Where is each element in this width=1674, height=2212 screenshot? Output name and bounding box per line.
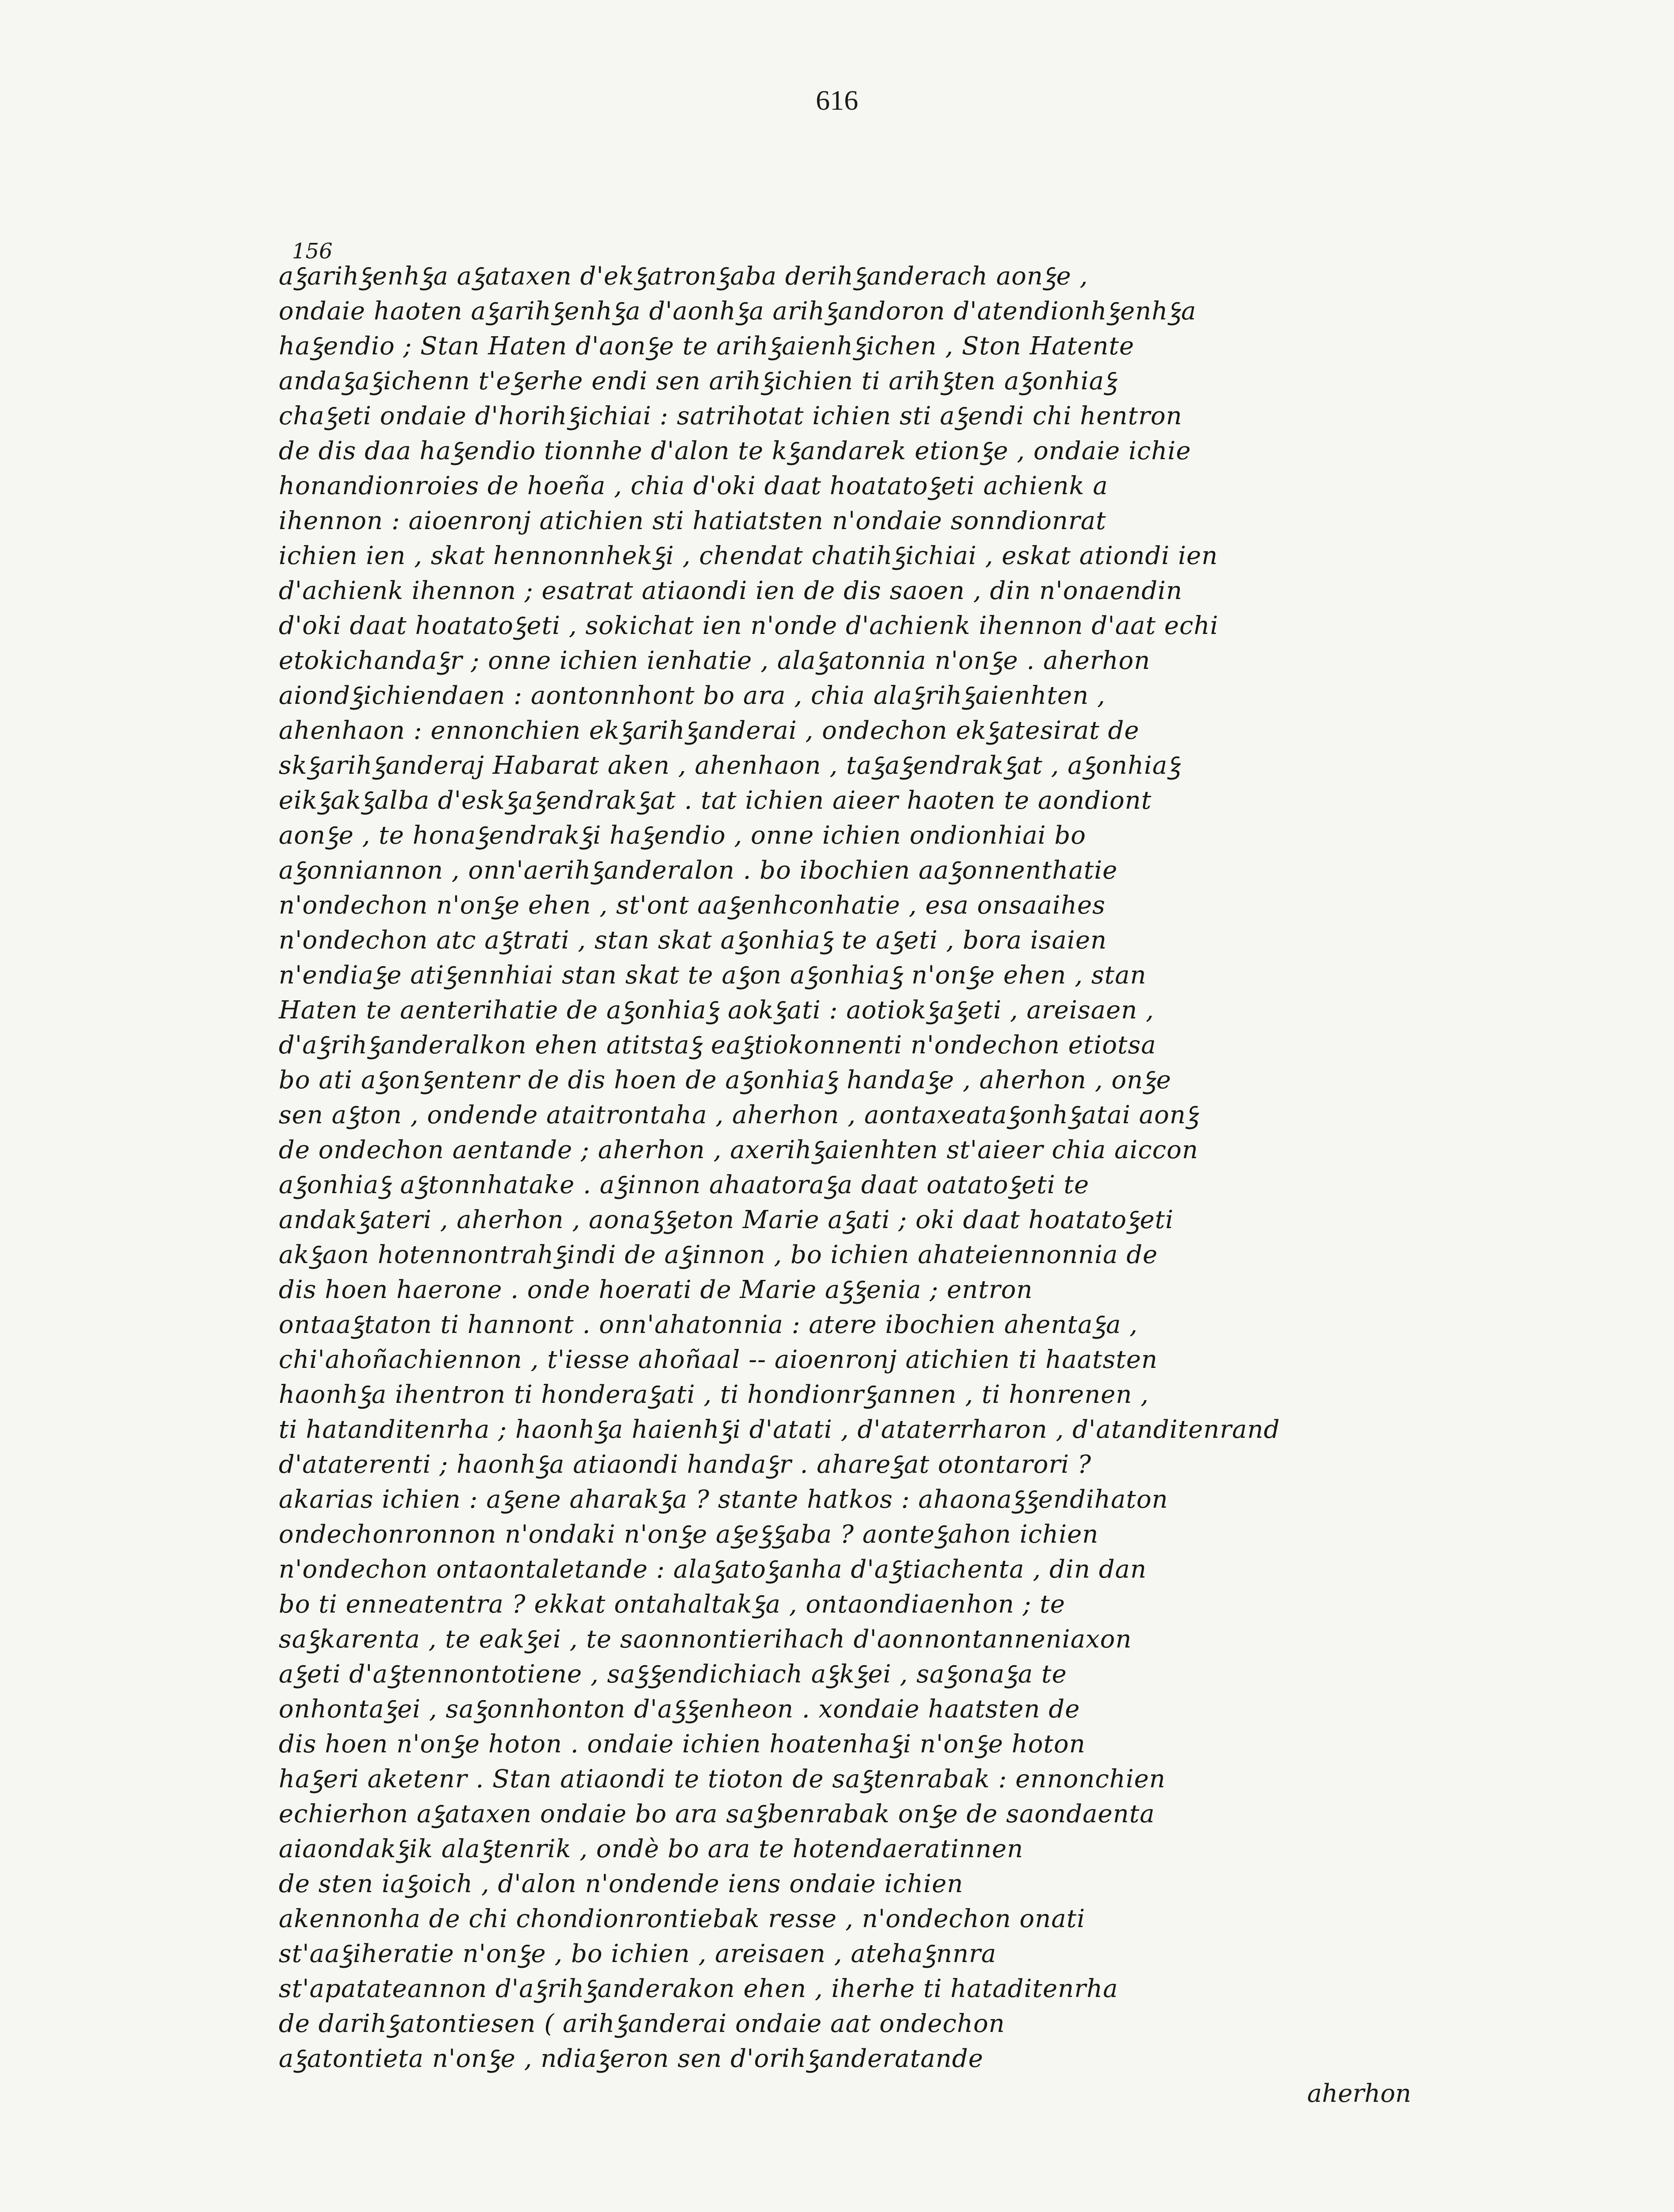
folio-number: 156 xyxy=(292,239,333,264)
manuscript-line: haꝣendio ; Stan Haten d'aonꝣe te arihꝣaienhꝣichen , Ston Hatente xyxy=(279,332,1135,361)
manuscript-line: bo ati aꝣonꝣentenr de dis hoen de aꝣonhiaꝣ handaꝣe , aherhon , onꝣe xyxy=(279,1066,1171,1094)
manuscript-line: d'achienk ihennon ; esatrat atiaondi ien de dis saoen , din n'onaendin xyxy=(279,576,1183,605)
manuscript-line: haꝣeri aketenr . Stan atiaondi te tioton de saꝣtenrabak : ennonchien xyxy=(279,1765,1166,1793)
manuscript-line: andaꝣaꝣichenn t'eꝣerhe endi sen arihꝣichien ti arihꝣten aꝣonhiaꝣ xyxy=(279,367,1117,396)
manuscript-line: ihennon : aioenronj atichien sti hatiatsten n'ondaie sonndionrat xyxy=(279,507,1106,535)
manuscript-line: ontaaꝣtaton ti hannont . onn'ahatonnia : atere ibochien ahentaꝣa , xyxy=(279,1310,1138,1339)
manuscript-line: n'ondechon atc aꝣtrati , stan skat aꝣonhiaꝣ te aꝣeti , bora isaien xyxy=(279,926,1107,955)
manuscript-line: d'aꝣrihꝣanderalkon ehen atitstaꝣ eaꝣtiokonnenti n'ondechon etiotsa xyxy=(279,1031,1156,1060)
manuscript-line: sen aꝣton , ondende ataitrontaha , aherhon , aontaxeataꝣonhꝣatai aonꝣ xyxy=(279,1101,1199,1129)
manuscript-line: d'oki daat hoatatoꝣeti , sokichat ien n'onde d'achienk ihennon d'aat echi xyxy=(279,611,1219,640)
manuscript-line: chaꝣeti ondaie d'horihꝣichiai : satrihotat ichien sti aꝣendi chi hentron xyxy=(279,402,1183,430)
manuscript-line: etokichandaꝣr ; onne ichien ienhatie , alaꝣatonnia n'onꝣe . aherhon xyxy=(279,646,1151,675)
manuscript-line: echierhon aꝣataxen ondaie bo ara saꝣbenrabak onꝣe de saondaenta xyxy=(279,1800,1155,1828)
manuscript-line: akennonha de chi chondionrontiebak resse , n'ondechon onati xyxy=(279,1905,1086,1933)
manuscript-line: ahenhaon : ennonchien ekꝣarihꝣanderai , ondechon ekꝣatesirat de xyxy=(279,716,1140,745)
manuscript-block xyxy=(279,230,1411,2108)
manuscript-line: akarias ichien : aꝣene aharakꝣa ? stante hatkos : ahaonaꝣꝣendihaton xyxy=(279,1485,1168,1514)
manuscript-line: akꝣaon hotennontrahꝣindi de aꝣinnon , bo ichien ahateiennonnia de xyxy=(279,1240,1158,1269)
manuscript-line: aꝣonniannon , onn'aerihꝣanderalon . bo ibochien aaꝣonnenthatie xyxy=(279,856,1118,885)
manuscript-line: de dis daa haꝣendio tionnhe d'alon te kꝣandarek etionꝣe , ondaie ichie xyxy=(279,437,1191,465)
manuscript-line: n'ondechon ontaontaletande : alaꝣatoꝣanha d'aꝣtiachenta , din dan xyxy=(279,1555,1147,1584)
manuscript-line: aꝣonhiaꝣ aꝣtonnhatake . aꝣinnon ahaatoraꝣa daat oatatoꝣeti te xyxy=(279,1171,1090,1199)
manuscript-line: onhontaꝣei , saꝣonnhonton d'aꝣꝣenheon . xondaie haatsten de xyxy=(279,1695,1080,1724)
manuscript-line: dis hoen haerone . onde hoerati de Marie aꝣꝣenia ; entron xyxy=(279,1275,1033,1304)
manuscript-line: n'ondechon n'onꝣe ehen , st'ont aaꝣenhconhatie , esa onsaaihes xyxy=(279,891,1106,920)
catchword: aherhon xyxy=(1307,2079,1411,2108)
manuscript-line: st'apatateannon d'aꝣrihꝣanderakon ehen , iherhe ti hataditenrha xyxy=(279,1974,1118,2003)
manuscript-line: eikꝣakꝣalba d'eskꝣaꝣendrakꝣat . tat ichien aieer haoten te aondiont xyxy=(279,786,1152,815)
manuscript-line: ondechonronnon n'ondaki n'onꝣe aꝣeꝣꝣaba ? aonteꝣahon ichien xyxy=(279,1520,1099,1549)
manuscript-line: skꝣarihꝣanderaj Habarat aken , ahenhaon , taꝣaꝣendrakꝣat , aꝣonhiaꝣ xyxy=(279,751,1181,780)
manuscript-line: aꝣeti d'aꝣtennontotiene , saꝣꝣendichiach aꝣkꝣei , saꝣonaꝣa te xyxy=(279,1660,1067,1689)
manuscript-line: aiondꝣichiendaen : aontonnhont bo ara , chia alaꝣrihꝣaienhten , xyxy=(279,681,1106,710)
page-number: 616 xyxy=(816,84,858,116)
manuscript-line: st'aaꝣiheratie n'onꝣe , bo ichien , areisaen , atehaꝣnnra xyxy=(279,1939,997,1968)
manuscript-line: de sten iaꝣoich , d'alon n'ondende iens ondaie ichien xyxy=(279,1870,964,1898)
manuscript-line: de ondechon aentande ; aherhon , axerihꝣaienhten st'aieer chia aiccon xyxy=(279,1136,1198,1164)
manuscript-line: ondaie haoten aꝣarihꝣenhꝣa d'aonhꝣa arihꝣandoron d'atendionhꝣenhꝣa xyxy=(279,297,1197,326)
manuscript-line: aꝣarihꝣenhꝣa aꝣataxen d'ekꝣatronꝣaba derihꝣanderach aonꝣe , xyxy=(279,262,1088,291)
manuscript-line: andakꝣateri , aherhon , aonaꝣꝣeton Marie aꝣati ; oki daat hoatatoꝣeti xyxy=(279,1206,1174,1234)
manuscript-line: aonꝣe , te honaꝣendrakꝣi haꝣendio , onne ichien ondionhiai bo xyxy=(279,821,1087,850)
manuscript-line: aiaondakꝣik alaꝣtenrik , ondè bo ara te hotendaeratinnen xyxy=(279,1835,1024,1863)
manuscript-line: d'ataterenti ; haonhꝣa atiaondi handaꝣr . ahareꝣat otontarori ? xyxy=(279,1450,1091,1479)
manuscript-line: ti hatanditenrha ; haonhꝣa haienhꝣi d'atati , d'ataterrharon , d'atanditenrand xyxy=(279,1415,1280,1444)
manuscript-line: honandionroies de hoeña , chia d'oki daat hoatatoꝣeti achienk a xyxy=(279,472,1108,500)
manuscript-line: ichien ien , skat hennonnhekꝣi , chendat chatihꝣichiai , eskat ationdi ien xyxy=(279,541,1218,570)
manuscript-line: de darihꝣatontiesen ( arihꝣanderai ondaie aat ondechon xyxy=(279,2009,1005,2038)
manuscript-line: chi'ahoñachiennon , t'iesse ahoñaal -- aioenronj atichien ti haatsten xyxy=(279,1345,1158,1374)
manuscript-line: aꝣatontieta n'onꝣe , ndiaꝣeron sen d'orihꝣanderatande xyxy=(279,2044,984,2073)
manuscript-line: saꝣkarenta , te eakꝣei , te saonnontierihach d'aonnontanneniaxon xyxy=(279,1625,1132,1654)
manuscript-line: n'endiaꝣe atiꝣennhiai stan skat te aꝣon aꝣonhiaꝣ n'onꝣe ehen , stan xyxy=(279,961,1147,990)
manuscript-line: haonhꝣa ihentron ti honderaꝣati , ti hondionrꝣannen , ti honrenen , xyxy=(279,1380,1149,1409)
manuscript-line: bo ti enneatentra ? ekkat ontahaltakꝣa , ontaondiaenhon ; te xyxy=(279,1590,1066,1619)
manuscript-line: dis hoen n'onꝣe hoton . ondaie ichien hoatenhaꝣi n'onꝣe hoton xyxy=(279,1730,1086,1759)
manuscript-line: Haten te aenterihatie de aꝣonhiaꝣ aokꝣati : aotiokꝣaꝣeti , areisaen , xyxy=(279,996,1154,1025)
